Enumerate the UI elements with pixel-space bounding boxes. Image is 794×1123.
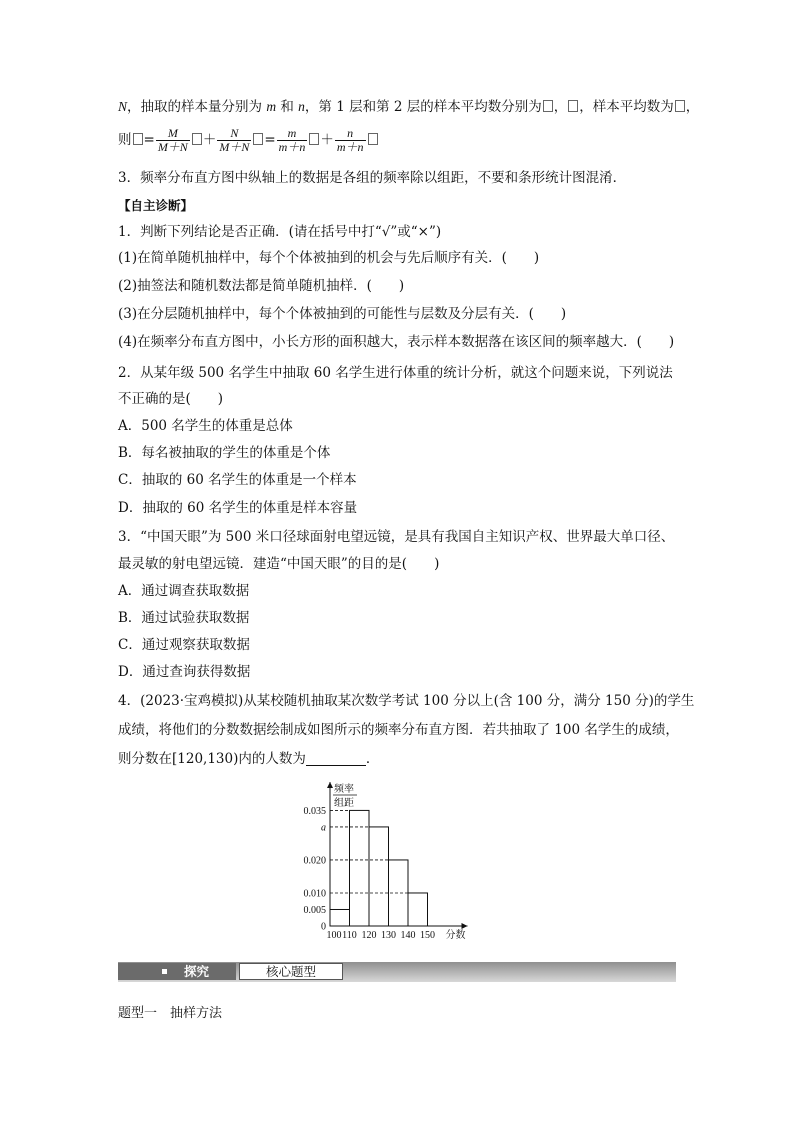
frac-den: M＋N xyxy=(157,140,188,154)
q1-item-2: (2)抽签法和随机数法都是简单随机抽样．( ) xyxy=(118,278,405,294)
y-axis-label-numerator: 频率 xyxy=(334,784,354,795)
fraction xyxy=(277,127,308,154)
frac-num: m xyxy=(287,126,297,140)
y-tick-label: 0.010 xyxy=(303,888,326,900)
q2-stem-cont: 不正确的是( ) xyxy=(118,391,224,407)
x-tick-label: 140 xyxy=(400,930,416,941)
answer-blank[interactable] xyxy=(306,751,366,766)
frac-den: M＋N xyxy=(219,140,250,154)
text-seg: ， xyxy=(685,99,700,115)
q1-item-1: (1)在简单随机抽样中，每个个体被抽到的机会与先后顺序有关．( ) xyxy=(118,250,540,266)
q3-option-b: B．通过试验获取数据 xyxy=(118,610,250,626)
q1-item-3: (3)在分层随机抽样中，每个个体被抽到的可能性与层数及分层有关．( ) xyxy=(118,306,567,322)
banner-tag-explore xyxy=(118,963,236,980)
q3-option-d: D．通过查询获得数据 xyxy=(118,664,251,680)
x-axis-label: 分数 xyxy=(445,930,466,941)
q2-option-c: C．抽取的 60 名学生的体重是一个样本 xyxy=(118,472,357,488)
text-line-1: N，抽取的样本量分别为 m 和 n，第 1 层和第 2 层的样本平均数分别为 ， ，样本平均数为 ， xyxy=(118,99,700,115)
frac-num: n xyxy=(347,126,354,140)
text-seg: ＋ xyxy=(202,132,217,148)
self-diagnosis-heading: 【自主诊断】 xyxy=(118,198,194,213)
text-seg: ． xyxy=(365,751,380,767)
missing-glyph-icon xyxy=(309,133,319,145)
x-tick-label: 110 xyxy=(342,930,357,941)
text-seg: = xyxy=(143,132,155,148)
y-tick-label: 0 xyxy=(321,921,326,933)
square-bullet-icon xyxy=(162,969,167,974)
q3-option-a: A．通过调查获取数据 xyxy=(118,583,250,599)
section-banner xyxy=(118,962,676,982)
text-seg: ，第 1 层和第 2 层的样本平均数分别为 xyxy=(304,99,542,115)
q3-stem: 3．“中国天眼”为 500 米口径球面射电望远镜，是具有我国自主知识产权、世界最大单口径、 xyxy=(118,529,675,545)
y-axis-label-denominator: 组距 xyxy=(334,798,354,809)
missing-glyph-icon xyxy=(675,100,685,112)
y-tick-label: a xyxy=(321,822,326,834)
var-m: m xyxy=(266,99,277,114)
text-seg: ＋ xyxy=(320,132,334,148)
missing-glyph-icon xyxy=(568,100,578,112)
formula-line xyxy=(118,126,379,154)
text-seg: 和 xyxy=(276,99,299,115)
histogram-bar xyxy=(330,909,350,926)
y-tick-label: 0.035 xyxy=(303,805,326,817)
missing-glyph-icon xyxy=(368,133,378,145)
banner-tag-label: 探究 xyxy=(184,964,210,979)
q1-stem: 1．判断下列结论是否正确．(请在括号中打“√”或“×”) xyxy=(118,224,442,240)
fraction xyxy=(217,127,251,154)
histogram-bar xyxy=(408,893,428,926)
histogram-bar xyxy=(369,827,389,926)
x-tick-label: 120 xyxy=(361,930,377,941)
x-axis-arrow-icon xyxy=(462,923,468,929)
q4-stem-end xyxy=(118,750,379,768)
x-tick-label: 100 xyxy=(326,930,342,941)
frac-den: m＋n xyxy=(336,140,364,154)
q4-stem-cont: 成绩，将他们的分数数据绘制成如图所示的频率分布直方图．若共抽取了 100 名学生的成绩， xyxy=(118,722,679,738)
fraction xyxy=(335,127,366,154)
missing-glyph-icon xyxy=(133,133,143,145)
var-n: n xyxy=(298,99,305,114)
y-tick-label: 0.005 xyxy=(303,904,326,916)
var-N: N xyxy=(118,99,128,114)
q2-stem: 2．从某年级 500 名学生中抽取 60 名学生进行体重的统计分析，就这个问题来说，下列说法 xyxy=(118,365,673,381)
y-tick-label: 0.020 xyxy=(303,855,326,867)
q3-option-c: C．通过观察获取数据 xyxy=(118,637,250,653)
y-axis-arrow-icon xyxy=(327,782,333,788)
x-tick-label: 150 xyxy=(420,930,435,941)
text-seg: 则 xyxy=(118,132,132,148)
q4-stem: 4．(2023·宝鸡模拟)从某校随机抽取某次数学考试 100 分以上(含 100 分，满分 150 分)的学生 xyxy=(118,693,695,709)
q2-option-a: A．500 名学生的体重是总体 xyxy=(118,418,293,434)
histogram-bar xyxy=(350,810,370,926)
q2-option-b: B．每名被抽取的学生的体重是个体 xyxy=(118,445,331,461)
text-seg: 则分数在[120,130)内的人数为 xyxy=(118,751,306,767)
missing-glyph-icon xyxy=(543,100,553,112)
text-seg: = xyxy=(264,132,276,148)
q3-stem-cont: 最灵敏的射电望远镜．建造“中国天眼”的目的是( ) xyxy=(118,556,440,572)
fraction xyxy=(156,127,190,154)
section-title: 题型一 抽样方法 xyxy=(118,1006,223,1021)
text-seg: ，样本平均数为 xyxy=(579,99,674,115)
x-tick-label: 130 xyxy=(381,930,396,941)
note-3: 3．频率分布直方图中纵轴上的数据是各组的频率除以组距，不要和条形统计图混淆． xyxy=(118,170,627,186)
missing-glyph-icon xyxy=(253,133,263,145)
text-seg: ，抽取的样本量分别为 xyxy=(127,99,267,115)
missing-glyph-icon xyxy=(192,133,202,145)
banner-tag-core: 核心题型 xyxy=(239,963,343,980)
frac-den: m＋n xyxy=(278,140,306,154)
q1-item-4: (4)在频率分布直方图中，小长方形的面积越大，表示样本数据落在该区间的频率越大．( ) xyxy=(118,334,675,350)
frac-num: N xyxy=(230,126,239,140)
frequency-histogram xyxy=(295,778,495,943)
q2-option-d: D．抽取的 60 名学生的体重是样本容量 xyxy=(118,500,358,516)
frac-num: M xyxy=(167,126,178,140)
